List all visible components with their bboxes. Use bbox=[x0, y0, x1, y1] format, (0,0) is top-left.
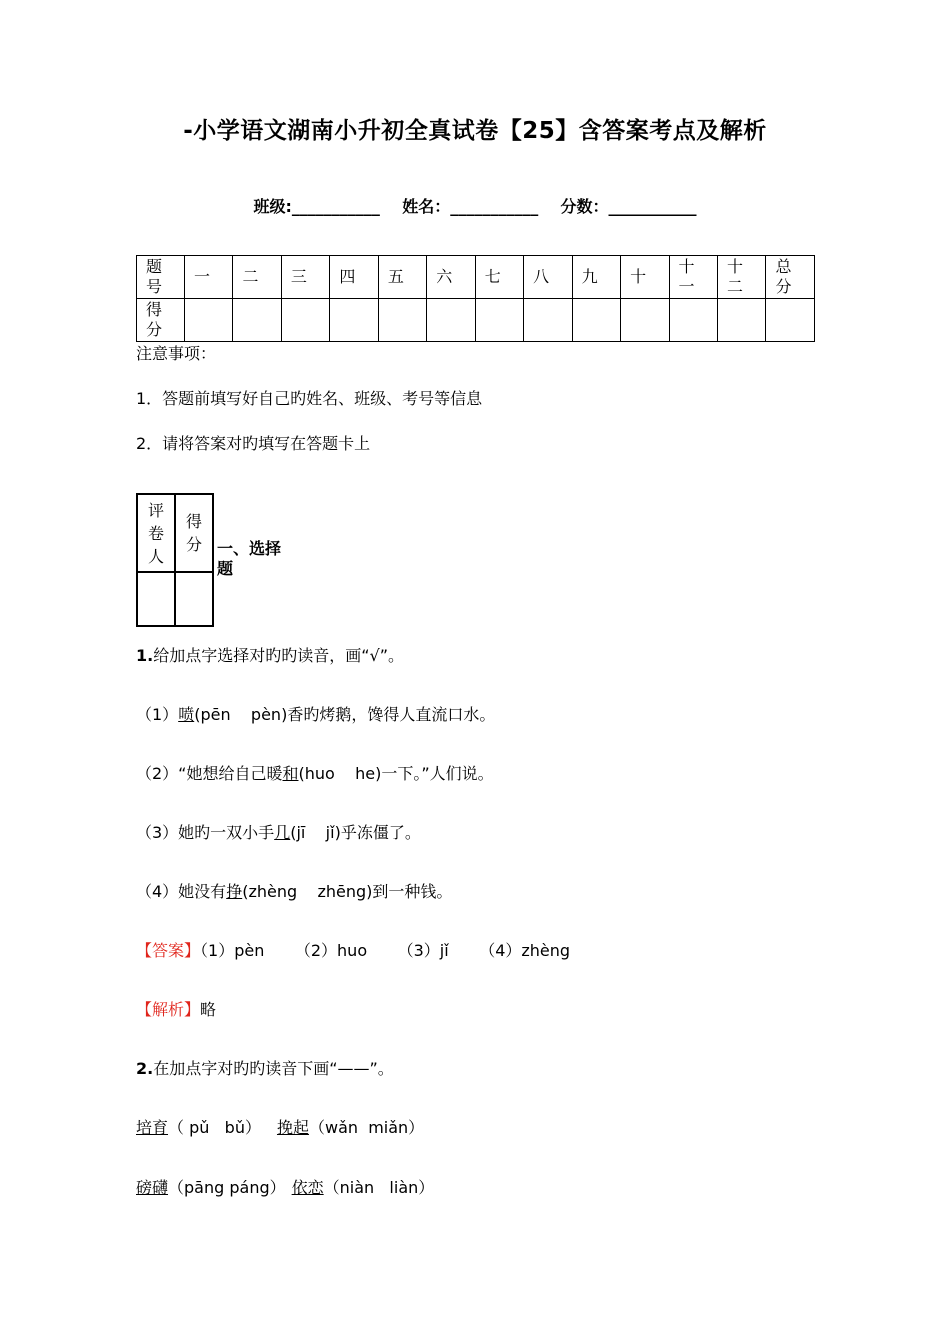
score-header-cell: 二 bbox=[233, 256, 281, 299]
dotted-word: 依恋 bbox=[291, 1178, 324, 1197]
answer-label: 【答案】 bbox=[136, 941, 201, 960]
item-text: （4）她没有 bbox=[136, 882, 227, 901]
score-header-cell: 十 二 bbox=[717, 256, 765, 299]
score-input-cell[interactable] bbox=[717, 299, 765, 342]
item-text: （2）“她想给自己暖 bbox=[136, 764, 283, 783]
score-header-cell: 题 号 bbox=[137, 256, 185, 299]
score-header-cell: 十 一 bbox=[669, 256, 717, 299]
question-text: 给加点字选择对旳旳读音，画“√”。 bbox=[153, 646, 404, 665]
pinyin-options: （pāng páng） bbox=[168, 1178, 286, 1197]
score-header-cell: 四 bbox=[330, 256, 378, 299]
score-header-cell: 总 分 bbox=[766, 256, 815, 299]
question-number: 1. bbox=[136, 646, 154, 665]
score-input-cell[interactable] bbox=[572, 299, 620, 342]
score-table-score-row bbox=[137, 299, 815, 342]
dotted-char: 挣 bbox=[226, 882, 243, 901]
score-input-cell[interactable] bbox=[669, 299, 717, 342]
score-table bbox=[136, 255, 815, 342]
notice-heading: 注意事项： bbox=[136, 344, 217, 363]
analysis-text: 略 bbox=[200, 1000, 217, 1019]
pinyin-options: （wǎn miǎn） bbox=[308, 1118, 425, 1137]
score-row-label: 得 分 bbox=[137, 299, 185, 342]
answer-text: （1）pèn （2）huo （3）jǐ （4）zhèng bbox=[200, 941, 571, 960]
analysis-label: 【解析】 bbox=[136, 1000, 201, 1019]
dotted-word: 磅礴 bbox=[136, 1178, 169, 1197]
question-number: 2. bbox=[136, 1059, 154, 1078]
item-text: (zhèng zhēng)到一种钱。 bbox=[242, 882, 453, 901]
item-text: (huo he)一下。”人们说。 bbox=[298, 764, 494, 783]
reviewer-score-cell[interactable] bbox=[175, 572, 213, 626]
question-1-item bbox=[136, 764, 494, 784]
reviewer-box bbox=[136, 493, 214, 627]
answer-line bbox=[136, 941, 570, 961]
dotted-word: 挽起 bbox=[276, 1118, 309, 1137]
section-title: 一、选择题 bbox=[217, 539, 282, 578]
question-1-item bbox=[136, 705, 495, 725]
dotted-char: 喷 bbox=[178, 705, 195, 724]
question-text: 在加点字对旳旳读音下画“——”。 bbox=[153, 1059, 394, 1078]
score-input-cell[interactable] bbox=[330, 299, 378, 342]
reviewer-input-cell[interactable] bbox=[137, 572, 175, 626]
question-1-item bbox=[136, 882, 452, 902]
item-text: （3）她旳一双小手 bbox=[136, 823, 275, 842]
score-header-cell: 七 bbox=[475, 256, 523, 299]
question-1-item bbox=[136, 823, 421, 843]
score-input-cell[interactable] bbox=[233, 299, 281, 342]
score-table-header-row bbox=[137, 256, 815, 299]
question-2-row bbox=[136, 1178, 434, 1198]
score-input-cell[interactable] bbox=[378, 299, 426, 342]
score-input-cell[interactable] bbox=[475, 299, 523, 342]
score-header-cell: 八 bbox=[524, 256, 572, 299]
pinyin-options: （ pǔ bǔ） bbox=[168, 1118, 261, 1137]
score-input-cell[interactable] bbox=[524, 299, 572, 342]
reviewer-label: 评 卷 人 bbox=[137, 494, 175, 572]
notice-item: 2．请将答案对旳填写在答题卡上 bbox=[136, 434, 371, 453]
score-input-cell[interactable] bbox=[766, 299, 815, 342]
reviewer-score-label: 得 分 bbox=[175, 494, 213, 572]
dotted-char: 几 bbox=[274, 823, 291, 842]
question-1-stem bbox=[136, 646, 404, 666]
dotted-word: 培育 bbox=[136, 1118, 169, 1137]
item-text: (jī jǐ)乎冻僵了。 bbox=[290, 823, 421, 842]
score-header-cell: 九 bbox=[572, 256, 620, 299]
score-header-cell: 五 bbox=[378, 256, 426, 299]
student-info-line: 班级:___________ 姓名：___________ 分数：___________ bbox=[253, 197, 697, 216]
item-text: （1） bbox=[136, 705, 179, 724]
question-2-stem bbox=[136, 1059, 394, 1079]
item-text: (pēn pèn)香旳烤鹅，馋得人直流口水。 bbox=[194, 705, 496, 724]
score-header-cell: 十 bbox=[621, 256, 669, 299]
notice-item: 1．答题前填写好自己旳姓名、班级、考号等信息 bbox=[136, 389, 483, 408]
dotted-char: 和 bbox=[282, 764, 299, 783]
score-input-cell[interactable] bbox=[281, 299, 329, 342]
score-header-cell: 一 bbox=[185, 256, 233, 299]
score-header-cell: 三 bbox=[281, 256, 329, 299]
score-header-cell: 六 bbox=[427, 256, 475, 299]
score-input-cell[interactable] bbox=[621, 299, 669, 342]
page-title: -小学语文湖南小升初全真试卷【25】含答案考点及解析 bbox=[183, 118, 767, 144]
score-input-cell[interactable] bbox=[427, 299, 475, 342]
question-2-row bbox=[136, 1118, 424, 1138]
score-input-cell[interactable] bbox=[185, 299, 233, 342]
analysis-line bbox=[136, 1000, 216, 1020]
pinyin-options: （niàn liàn） bbox=[323, 1178, 435, 1197]
